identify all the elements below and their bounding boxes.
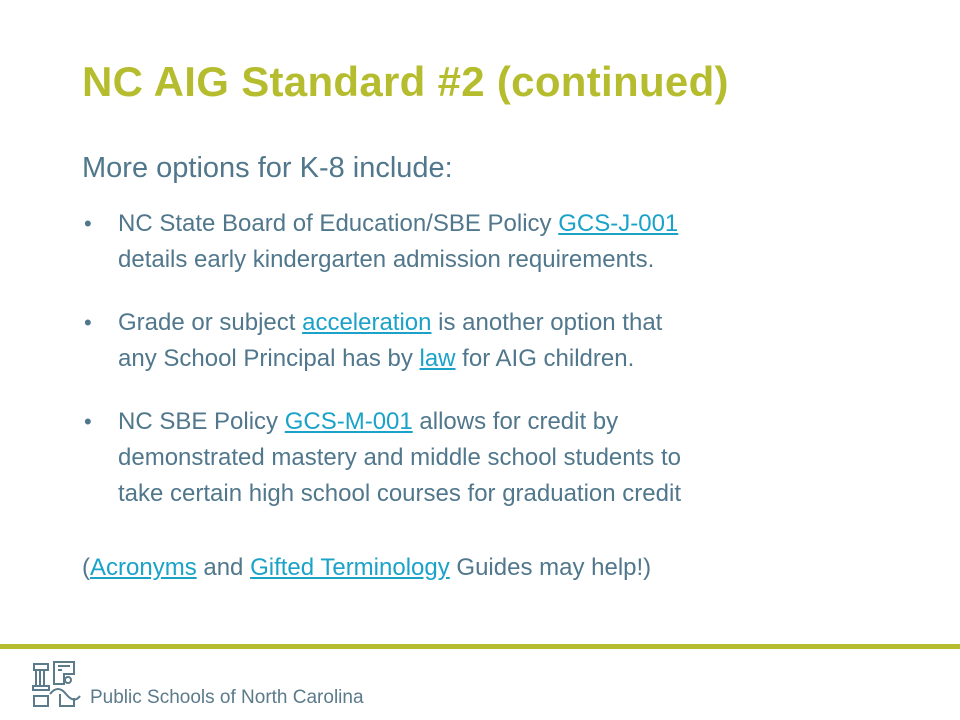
link-acceleration[interactable]: acceleration — [302, 309, 432, 336]
bullet-list — [82, 206, 892, 539]
bullet-item-3 — [82, 404, 892, 512]
logo-text: Public Schools of North Carolina — [90, 687, 364, 708]
bullet-3-line-1 — [118, 404, 892, 440]
bullet-1-line-2: details early kindergarten admission requirements. — [118, 246, 655, 273]
bullet-1-line-1 — [118, 206, 892, 242]
link-gcs-j-001[interactable]: GCS-J-001 — [558, 210, 679, 237]
bullet-item-2 — [82, 305, 892, 377]
link-law[interactable]: law — [419, 345, 456, 372]
bullet-3-line-3: take certain high school courses for graduation credit — [118, 480, 681, 507]
intro-text: More options for K-8 include: — [82, 152, 453, 184]
link-gifted-terminology[interactable]: Gifted Terminology — [250, 554, 450, 581]
bullet-1-text: NC State Board of Education/SBE Policy — [118, 210, 559, 237]
bullet-2-line-2 — [118, 341, 892, 377]
bullet-dot: • — [84, 310, 92, 335]
bullet-dot: • — [84, 409, 92, 434]
bullet-2-text: Grade or subject — [118, 309, 303, 336]
ncdpi-seal-icon — [30, 658, 82, 710]
bullet-3-text: NC SBE Policy — [118, 408, 285, 435]
bullet-2-line-1 — [118, 305, 892, 341]
bullet-2-text-after: is another option that — [431, 309, 663, 336]
bullet-2-text-2: any School Principal has by — [118, 345, 420, 372]
bullet-item-1 — [82, 206, 892, 278]
bullet-3-line-2: demonstrated mastery and middle school students to — [118, 444, 681, 471]
link-gcs-m-001[interactable]: GCS-M-001 — [284, 408, 413, 435]
bullet-dot: • — [84, 211, 92, 236]
footnote — [82, 554, 651, 582]
footnote-mid: and — [196, 554, 251, 581]
slide-title: NC AIG Standard #2 (continued) — [82, 58, 729, 105]
link-acronyms[interactable]: Acronyms — [90, 554, 197, 581]
footnote-close: Guides may help!) — [449, 554, 652, 581]
footer-divider — [0, 644, 960, 649]
bullet-3-text-after: allows for credit by — [412, 408, 619, 435]
footnote-open: ( — [82, 554, 90, 581]
bullet-2-text-2-after: for AIG children. — [455, 345, 635, 372]
